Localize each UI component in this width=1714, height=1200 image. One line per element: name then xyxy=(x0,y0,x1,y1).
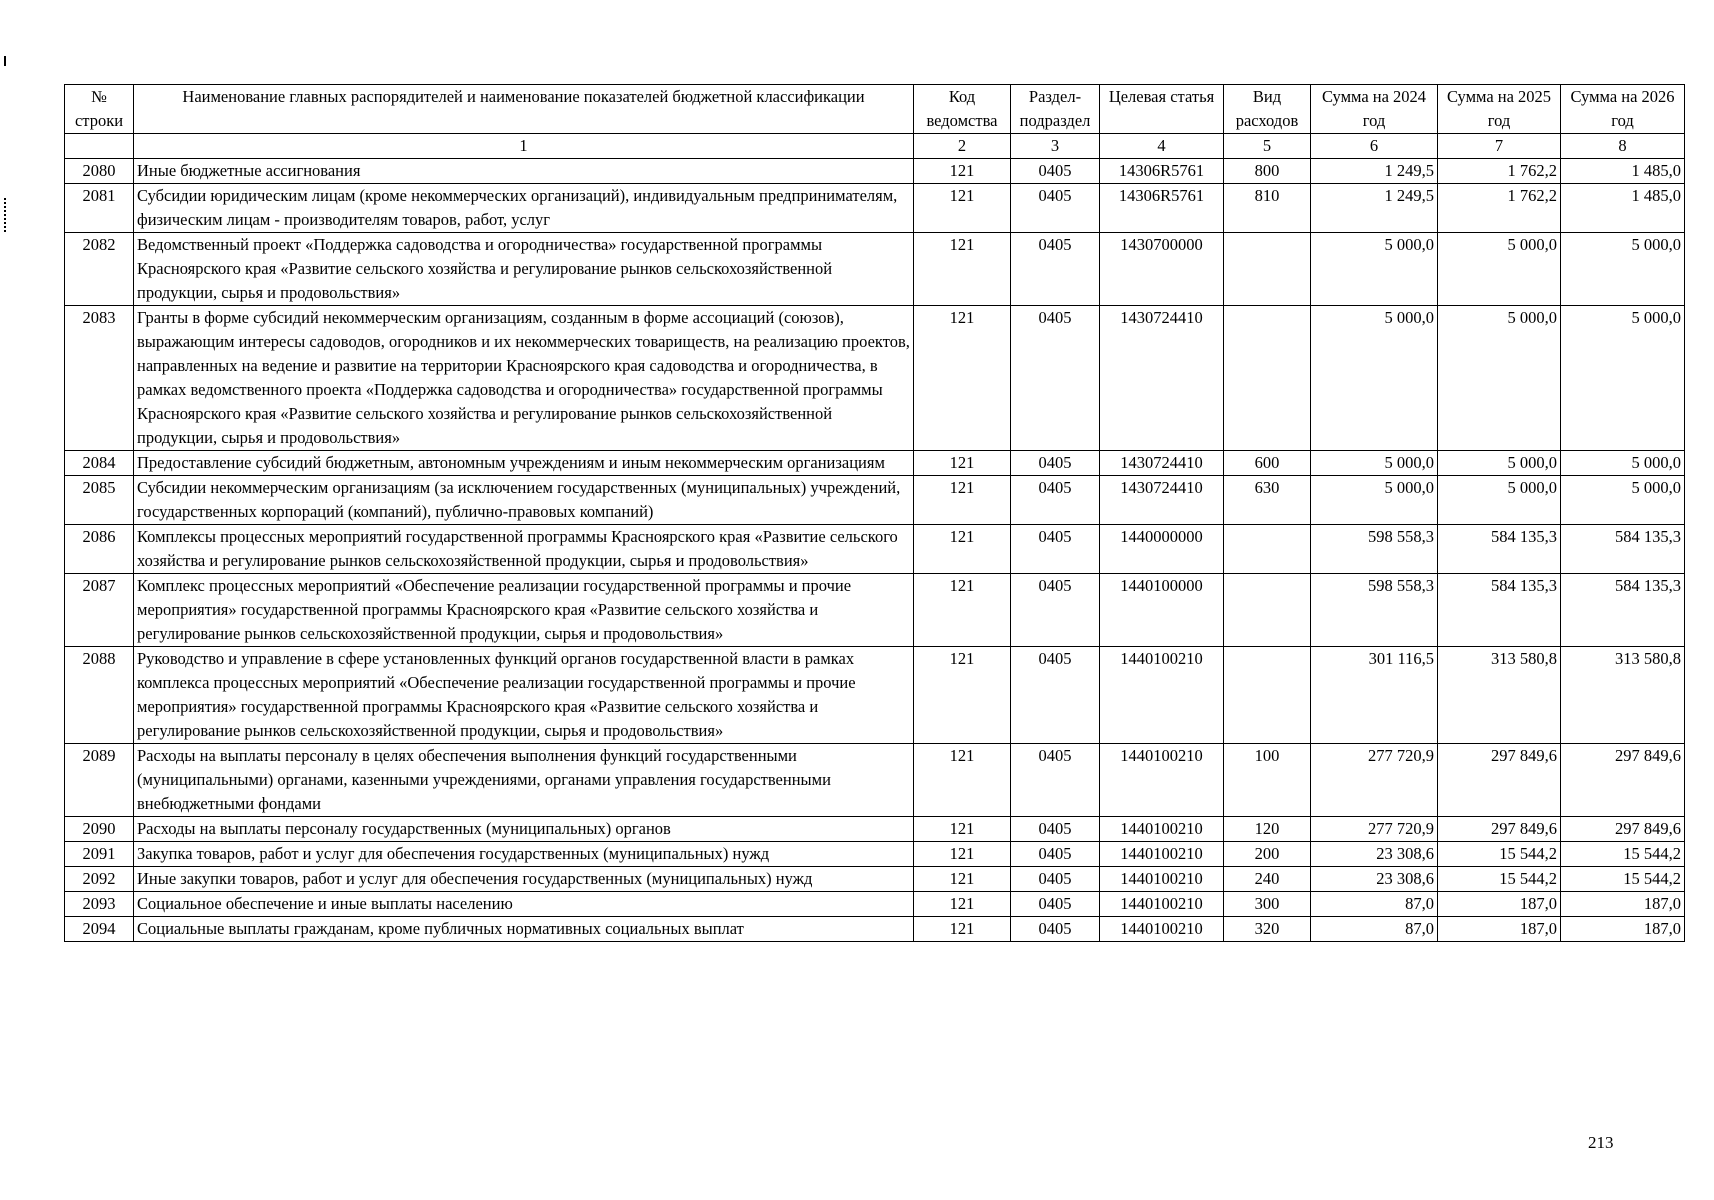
row-section: 0405 xyxy=(1011,451,1100,476)
row-code: 121 xyxy=(914,525,1011,574)
column-number: 7 xyxy=(1438,134,1561,159)
row-section: 0405 xyxy=(1011,842,1100,867)
row-sum-2026: 313 580,8 xyxy=(1561,647,1685,744)
row-sum-2024: 23 308,6 xyxy=(1311,867,1438,892)
row-sum-2024: 1 249,5 xyxy=(1311,184,1438,233)
table-row xyxy=(65,867,1685,892)
row-kind: 100 xyxy=(1224,744,1311,817)
row-sum-2024: 277 720,9 xyxy=(1311,817,1438,842)
row-section: 0405 xyxy=(1011,233,1100,306)
row-target: 1440100210 xyxy=(1100,867,1224,892)
row-sum-2025: 15 544,2 xyxy=(1438,842,1561,867)
row-name: Комплексы процессных мероприятий государственной программы Красноярского края «Развитие сельского хозяйства и регулирование рынков сельскохозяйственной продукции, сырья и продовольствия» xyxy=(134,525,914,574)
row-section: 0405 xyxy=(1011,306,1100,451)
row-target: 14306R5761 xyxy=(1100,159,1224,184)
row-sum-2024: 5 000,0 xyxy=(1311,451,1438,476)
row-code: 121 xyxy=(914,451,1011,476)
row-sum-2026: 15 544,2 xyxy=(1561,867,1685,892)
budget-table xyxy=(64,84,1685,942)
row-name: Субсидии юридическим лицам (кроме некоммерческих организаций), индивидуальным предпринимателям, физическим лицам - производителям товаров, работ, услуг xyxy=(134,184,914,233)
header-sum-2024: Сумма на 2024 год xyxy=(1311,85,1438,134)
row-sum-2025: 15 544,2 xyxy=(1438,867,1561,892)
row-target: 1430724410 xyxy=(1100,476,1224,525)
scan-mark xyxy=(4,56,6,66)
row-code: 121 xyxy=(914,233,1011,306)
row-name: Иные закупки товаров, работ и услуг для обеспечения государственных (муниципальных) нужд xyxy=(134,867,914,892)
row-number: 2081 xyxy=(65,184,134,233)
row-code: 121 xyxy=(914,647,1011,744)
row-code: 121 xyxy=(914,892,1011,917)
row-sum-2026: 5 000,0 xyxy=(1561,451,1685,476)
row-section: 0405 xyxy=(1011,867,1100,892)
row-code: 121 xyxy=(914,159,1011,184)
row-number: 2091 xyxy=(65,842,134,867)
table-row xyxy=(65,525,1685,574)
row-name: Расходы на выплаты персоналу в целях обеспечения выполнения функций государственными (муниципальными) органами, казенными учреждениями, органами управления государственными внебюджетными фондами xyxy=(134,744,914,817)
row-sum-2024: 23 308,6 xyxy=(1311,842,1438,867)
row-section: 0405 xyxy=(1011,917,1100,942)
row-sum-2026: 584 135,3 xyxy=(1561,574,1685,647)
row-code: 121 xyxy=(914,917,1011,942)
row-kind xyxy=(1224,647,1311,744)
row-number: 2084 xyxy=(65,451,134,476)
row-target: 1440100210 xyxy=(1100,647,1224,744)
row-name: Социальное обеспечение и иные выплаты населению xyxy=(134,892,914,917)
table-row xyxy=(65,647,1685,744)
row-sum-2026: 297 849,6 xyxy=(1561,817,1685,842)
table-row xyxy=(65,574,1685,647)
row-target: 14306R5761 xyxy=(1100,184,1224,233)
row-kind: 120 xyxy=(1224,817,1311,842)
column-number xyxy=(65,134,134,159)
row-target: 1440100210 xyxy=(1100,842,1224,867)
row-sum-2026: 1 485,0 xyxy=(1561,184,1685,233)
row-code: 121 xyxy=(914,867,1011,892)
row-target: 1440100000 xyxy=(1100,574,1224,647)
row-sum-2024: 87,0 xyxy=(1311,917,1438,942)
table-row xyxy=(65,892,1685,917)
column-number: 5 xyxy=(1224,134,1311,159)
row-section: 0405 xyxy=(1011,817,1100,842)
table-row xyxy=(65,451,1685,476)
row-sum-2024: 5 000,0 xyxy=(1311,306,1438,451)
row-section: 0405 xyxy=(1011,525,1100,574)
row-name: Предоставление субсидий бюджетным, автономным учреждениям и иным некоммерческим организациям xyxy=(134,451,914,476)
row-sum-2025: 297 849,6 xyxy=(1438,744,1561,817)
row-sum-2025: 584 135,3 xyxy=(1438,574,1561,647)
row-sum-2025: 5 000,0 xyxy=(1438,233,1561,306)
row-sum-2026: 584 135,3 xyxy=(1561,525,1685,574)
row-sum-2025: 187,0 xyxy=(1438,892,1561,917)
row-sum-2026: 1 485,0 xyxy=(1561,159,1685,184)
row-name: Комплекс процессных мероприятий «Обеспечение реализации государственной программы и прочие мероприятия» государственной программы Красноярского края «Развитие сельского хозяйства и регулирование рынков сельскохозяйственной продукции, сырья и продовольствия» xyxy=(134,574,914,647)
header-sum-2026: Сумма на 2026 год xyxy=(1561,85,1685,134)
row-code: 121 xyxy=(914,184,1011,233)
row-name: Ведомственный проект «Поддержка садоводства и огородничества» государственной программы Красноярского края «Развитие сельского хозяйства и регулирование рынков сельскохозяйственной продукции, сырья и продовольствия» xyxy=(134,233,914,306)
table-row xyxy=(65,233,1685,306)
row-number: 2080 xyxy=(65,159,134,184)
column-number: 1 xyxy=(134,134,914,159)
row-sum-2025: 313 580,8 xyxy=(1438,647,1561,744)
row-code: 121 xyxy=(914,744,1011,817)
row-sum-2024: 87,0 xyxy=(1311,892,1438,917)
row-kind xyxy=(1224,306,1311,451)
row-target: 1440000000 xyxy=(1100,525,1224,574)
row-sum-2024: 5 000,0 xyxy=(1311,476,1438,525)
row-target: 1440100210 xyxy=(1100,892,1224,917)
row-sum-2026: 5 000,0 xyxy=(1561,476,1685,525)
row-number: 2082 xyxy=(65,233,134,306)
row-number: 2093 xyxy=(65,892,134,917)
row-target: 1440100210 xyxy=(1100,744,1224,817)
row-number: 2087 xyxy=(65,574,134,647)
row-section: 0405 xyxy=(1011,184,1100,233)
table-row xyxy=(65,842,1685,867)
row-sum-2026: 187,0 xyxy=(1561,892,1685,917)
header-section: Раздел-подраздел xyxy=(1011,85,1100,134)
row-section: 0405 xyxy=(1011,744,1100,817)
table-row xyxy=(65,184,1685,233)
row-kind xyxy=(1224,233,1311,306)
row-target: 1430700000 xyxy=(1100,233,1224,306)
row-kind: 300 xyxy=(1224,892,1311,917)
row-name: Субсидии некоммерческим организациям (за исключением государственных (муниципальных) учреждений, государственных корпораций (компаний), публично-правовых компаний) xyxy=(134,476,914,525)
row-sum-2026: 15 544,2 xyxy=(1561,842,1685,867)
row-sum-2025: 5 000,0 xyxy=(1438,451,1561,476)
table-row xyxy=(65,476,1685,525)
row-name: Закупка товаров, работ и услуг для обеспечения государственных (муниципальных) нужд xyxy=(134,842,914,867)
row-code: 121 xyxy=(914,476,1011,525)
row-section: 0405 xyxy=(1011,476,1100,525)
row-section: 0405 xyxy=(1011,647,1100,744)
column-numbers-row xyxy=(65,134,1685,159)
header-name: Наименование главных распорядителей и наименование показателей бюджетной классификации xyxy=(134,85,914,134)
row-sum-2025: 297 849,6 xyxy=(1438,817,1561,842)
column-number: 3 xyxy=(1011,134,1100,159)
row-sum-2024: 1 249,5 xyxy=(1311,159,1438,184)
row-name: Гранты в форме субсидий некоммерческим организациям, созданным в форме ассоциаций (союзов), выражающим интересы садоводов, огородников и их некоммерческих товариществ, на реализацию проектов, направленных на ведение и развитие на территории Красноярского края садоводства и огородничества, в рамках ведомственного проекта «Поддержка садоводства и огородничества» государственной программы Красноярского края «Развитие сельского хозяйства и регулирование рынков сельскохозяйственной продукции, сырья и продовольствия» xyxy=(134,306,914,451)
row-section: 0405 xyxy=(1011,574,1100,647)
table-row xyxy=(65,744,1685,817)
row-sum-2024: 5 000,0 xyxy=(1311,233,1438,306)
row-kind xyxy=(1224,574,1311,647)
row-target: 1430724410 xyxy=(1100,306,1224,451)
row-sum-2025: 584 135,3 xyxy=(1438,525,1561,574)
row-section: 0405 xyxy=(1011,892,1100,917)
table-row xyxy=(65,817,1685,842)
row-sum-2026: 5 000,0 xyxy=(1561,306,1685,451)
row-target: 1440100210 xyxy=(1100,817,1224,842)
row-name: Социальные выплаты гражданам, кроме публичных нормативных социальных выплат xyxy=(134,917,914,942)
row-target: 1440100210 xyxy=(1100,917,1224,942)
header-kind: Вид расходов xyxy=(1224,85,1311,134)
table-header-row xyxy=(65,85,1685,134)
row-target: 1430724410 xyxy=(1100,451,1224,476)
column-number: 8 xyxy=(1561,134,1685,159)
row-sum-2026: 187,0 xyxy=(1561,917,1685,942)
column-number: 2 xyxy=(914,134,1011,159)
row-sum-2025: 187,0 xyxy=(1438,917,1561,942)
row-number: 2088 xyxy=(65,647,134,744)
row-kind: 810 xyxy=(1224,184,1311,233)
row-sum-2024: 277 720,9 xyxy=(1311,744,1438,817)
header-target: Целевая статья xyxy=(1100,85,1224,134)
row-number: 2089 xyxy=(65,744,134,817)
row-kind: 800 xyxy=(1224,159,1311,184)
row-number: 2090 xyxy=(65,817,134,842)
row-code: 121 xyxy=(914,306,1011,451)
row-kind: 320 xyxy=(1224,917,1311,942)
column-number: 4 xyxy=(1100,134,1224,159)
row-sum-2025: 5 000,0 xyxy=(1438,306,1561,451)
row-code: 121 xyxy=(914,817,1011,842)
row-number: 2086 xyxy=(65,525,134,574)
row-kind xyxy=(1224,525,1311,574)
column-number: 6 xyxy=(1311,134,1438,159)
row-kind: 630 xyxy=(1224,476,1311,525)
row-code: 121 xyxy=(914,574,1011,647)
row-name: Иные бюджетные ассигнования xyxy=(134,159,914,184)
row-sum-2026: 5 000,0 xyxy=(1561,233,1685,306)
row-number: 2083 xyxy=(65,306,134,451)
header-code: Код ведомства xyxy=(914,85,1011,134)
row-sum-2024: 301 116,5 xyxy=(1311,647,1438,744)
row-sum-2024: 598 558,3 xyxy=(1311,574,1438,647)
table-row xyxy=(65,306,1685,451)
row-number: 2094 xyxy=(65,917,134,942)
row-kind: 600 xyxy=(1224,451,1311,476)
page-number: 213 xyxy=(1588,1133,1614,1152)
row-sum-2025: 1 762,2 xyxy=(1438,184,1561,233)
scan-mark xyxy=(4,198,8,232)
row-sum-2024: 598 558,3 xyxy=(1311,525,1438,574)
row-name: Расходы на выплаты персоналу государственных (муниципальных) органов xyxy=(134,817,914,842)
row-kind: 240 xyxy=(1224,867,1311,892)
header-row-no: № строки xyxy=(65,85,134,134)
row-code: 121 xyxy=(914,842,1011,867)
header-sum-2025: Сумма на 2025 год xyxy=(1438,85,1561,134)
row-sum-2025: 5 000,0 xyxy=(1438,476,1561,525)
row-number: 2085 xyxy=(65,476,134,525)
row-sum-2026: 297 849,6 xyxy=(1561,744,1685,817)
table-row xyxy=(65,917,1685,942)
row-section: 0405 xyxy=(1011,159,1100,184)
row-number: 2092 xyxy=(65,867,134,892)
table-row xyxy=(65,159,1685,184)
row-name: Руководство и управление в сфере установленных функций органов государственной власти в рамках комплекса процессных мероприятий «Обеспечение реализации государственной программы и прочие мероприятия» государственной программы Красноярского края «Развитие сельского хозяйства и регулирование рынков сельскохозяйственной продукции, сырья и продовольствия» xyxy=(134,647,914,744)
row-sum-2025: 1 762,2 xyxy=(1438,159,1561,184)
row-kind: 200 xyxy=(1224,842,1311,867)
